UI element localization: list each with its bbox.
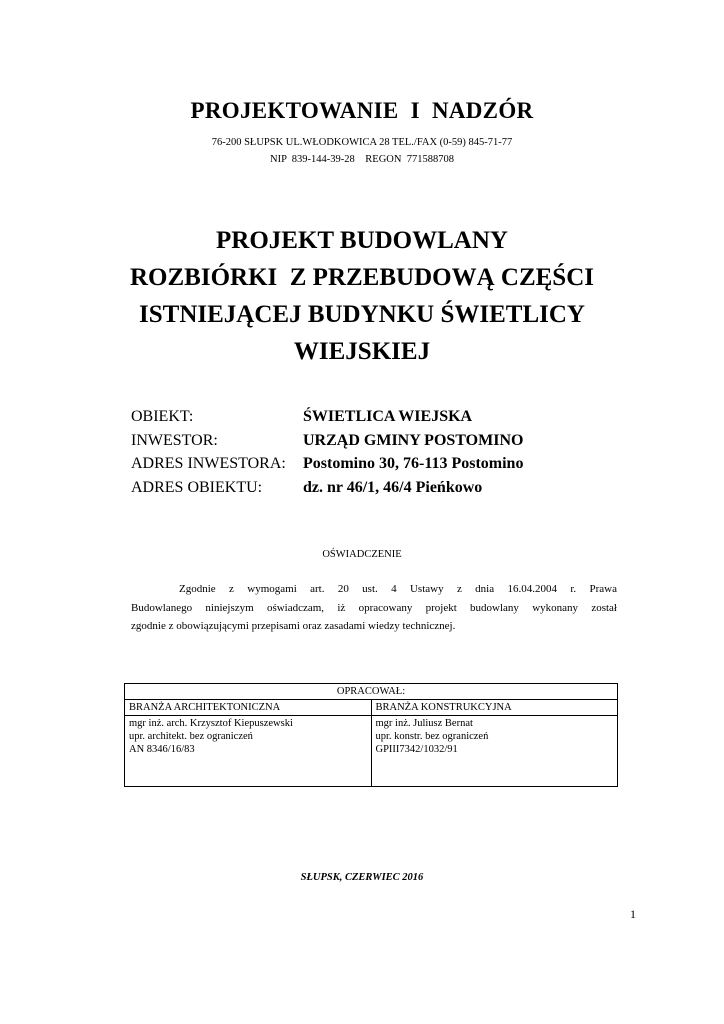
author-architecture xyxy=(125,716,372,787)
detail-row-investor xyxy=(131,429,523,453)
firm-name: PROJEKTOWANIE I NADZÓR xyxy=(190,98,534,123)
detail-row-object-address xyxy=(131,476,523,500)
column-title-architecture: BRANŻA ARCHITEKTONICZNA xyxy=(125,700,372,716)
author-license-number: GPIII7342/1032/91 xyxy=(375,744,458,755)
author-name: mgr inż. Juliusz Bernat xyxy=(375,718,473,729)
project-title xyxy=(0,222,724,370)
authors-table-header: OPRACOWAŁ: xyxy=(125,684,618,700)
detail-value: Postomino 30, 76-113 Postomino xyxy=(303,455,524,472)
project-title-line: ROZBIÓRKI Z PRZEBUDOWĄ CZĘŚCI xyxy=(130,264,594,291)
author-qualification: upr. architekt. bez ograniczeń xyxy=(129,731,253,742)
page-number: 1 xyxy=(630,907,636,921)
detail-label: INWESTOR: xyxy=(131,431,218,449)
column-title-structure: BRANŻA KONSTRUKCYJNA xyxy=(371,700,618,716)
detail-value: URZĄD GMINY POSTOMINO xyxy=(303,431,524,449)
firm-address: 76-200 SŁUPSK UL.WŁODKOWICA 28 TEL./FAX (0-59) 845-71-77 xyxy=(211,137,513,148)
statement-line: zgodnie z obowiązującymi przepisami oraz zasadami wiedzy technicznej. xyxy=(131,620,456,632)
detail-label: OBIEKT: xyxy=(131,408,194,425)
detail-label: ADRES OBIEKTU: xyxy=(131,478,263,496)
author-structure xyxy=(371,716,618,787)
detail-value: ŚWIETLICA WIEJSKA xyxy=(303,408,473,425)
project-title-line: ISTNIEJĄCEJ BUDYNKU ŚWIETLICY xyxy=(139,301,585,328)
statement-line: Zgodnie z wymogami art. 20 ust. 4 Ustawy z dnia 16.04.2004 r. Prawa xyxy=(179,583,617,595)
place-and-date: SŁUPSK, CZERWIEC 2016 xyxy=(300,872,424,883)
author-license-number: AN 8346/16/83 xyxy=(129,744,195,755)
detail-row-object xyxy=(131,405,523,429)
statement-body xyxy=(131,580,617,636)
project-title-line: WIEJSKIEJ xyxy=(293,338,431,365)
statement-title: OŚWIADCZENIE xyxy=(322,549,402,560)
authors-table xyxy=(124,683,618,787)
project-title-line: PROJEKT BUDOWLANY xyxy=(216,227,508,254)
firm-tax-ids: NIP 839-144-39-28 REGON 771588708 xyxy=(270,154,454,165)
project-details xyxy=(131,405,523,499)
statement-line: Budowlanego niniejszym oświadczam, iż opracowany projekt budowlany wykonany został xyxy=(131,601,617,614)
detail-label: ADRES INWESTORA: xyxy=(131,455,286,472)
author-name: mgr inż. arch. Krzysztof Kiepuszewski xyxy=(129,718,293,729)
detail-row-investor-address xyxy=(131,452,523,476)
author-qualification: upr. konstr. bez ograniczeń xyxy=(375,731,489,742)
detail-value: dz. nr 46/1, 46/4 Pieńkowo xyxy=(303,478,483,496)
